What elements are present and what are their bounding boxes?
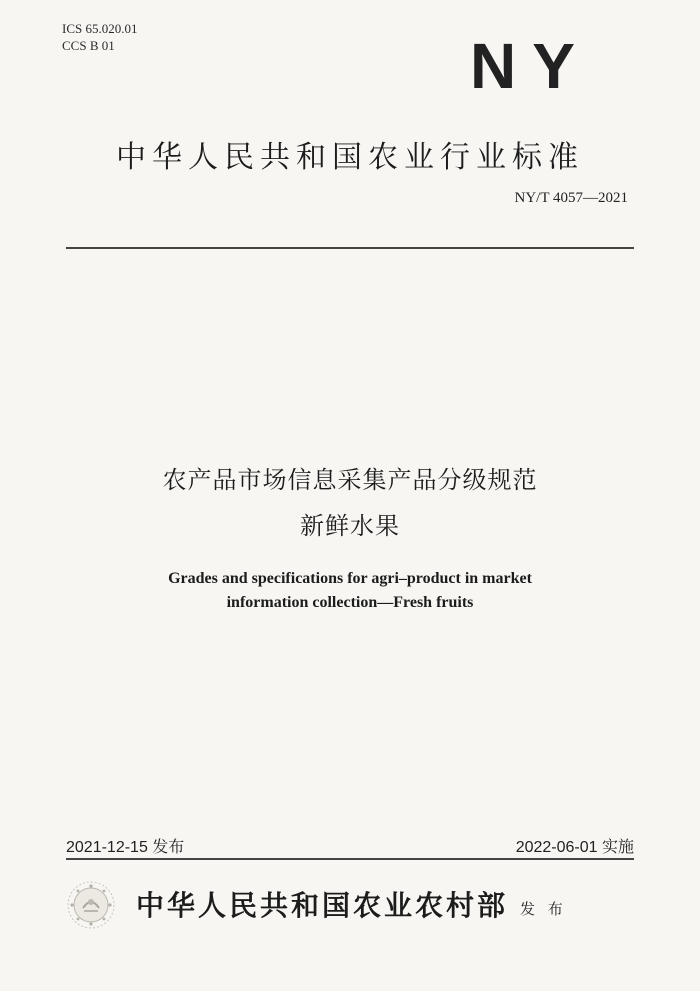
issuing-authority: 中华人民共和国农业农村部 [136, 889, 509, 922]
ccs-code: CCS B 01 [62, 38, 115, 53]
top-divider [66, 247, 634, 249]
title-cn-line1: 农产品市场信息采集产品分级规范 [162, 466, 538, 494]
title-en-line1: Grades and specifications for agri–product in market [168, 570, 532, 587]
bottom-divider [66, 858, 634, 860]
ministry-emblem-icon [66, 880, 116, 930]
title-cn-line2: 新鲜水果 [300, 512, 400, 540]
ics-code: ICS 65.020.01 [62, 21, 138, 36]
ny-logo: NY [470, 30, 591, 102]
title-en-line2: information collection—Fresh fruits [226, 594, 474, 611]
issue-label: 发 布 [520, 900, 567, 918]
classification-codes [62, 20, 137, 54]
org-title: 中华人民共和国农业行业标准 [116, 140, 584, 175]
effective-date: 2022-06-01 实施 [515, 839, 634, 856]
publish-date: 2021-12-15 发布 [66, 839, 185, 856]
standard-number: NY/T 4057—2021 [514, 190, 628, 206]
